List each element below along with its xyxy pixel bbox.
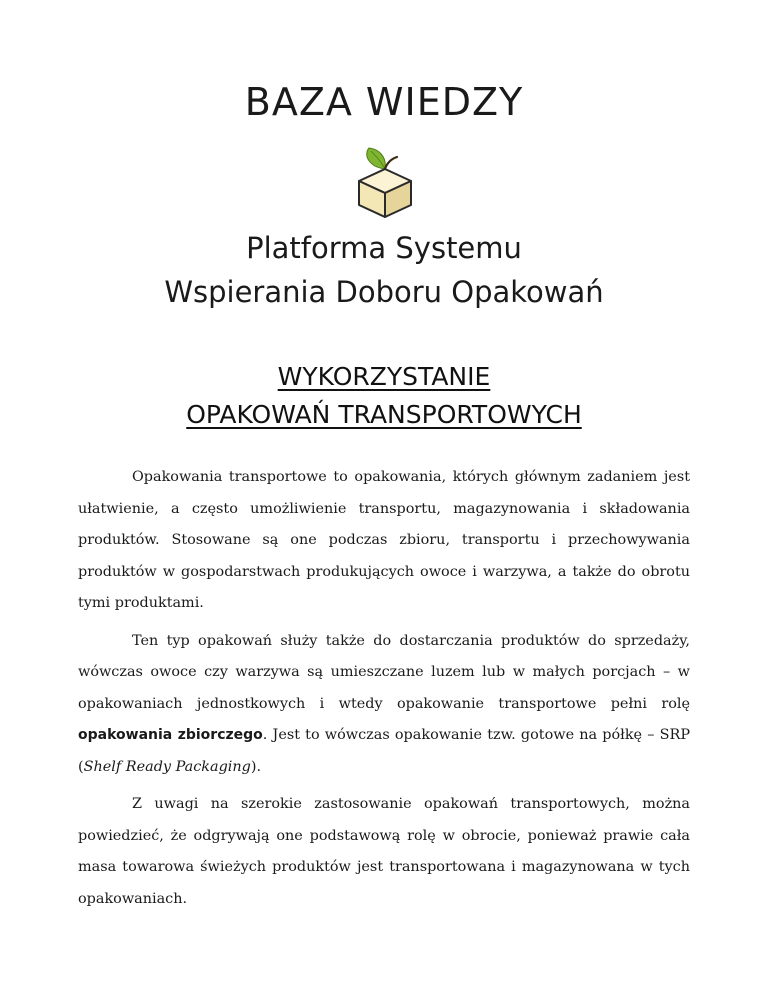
box-with-leaf-icon <box>355 145 415 220</box>
paragraph-2-text-end: ). <box>250 758 262 775</box>
paragraph-2-text: Ten typ opakowań służy także do dostarczania produktów do sprzedaży, wówczas owoce czy warzywa są umieszczane luzem lub w małych porcjach – w opakowaniach jednostkowych i wtedy opakowanie transportowe pełni rolę <box>78 632 690 712</box>
paragraph-1: Opakowania transportowe to opakowania, których głównym zadaniem jest ułatwienie, a często umożliwienie transportu, magazynowania i składowania produktów. Stosowane są one podczas zbioru, transportu i przechowywania produktów w gospodarstwach produkujących owoce i warzywa, a także do obrotu tymi produktami. <box>78 469 690 611</box>
srp-term: Shelf Ready Packaging <box>83 758 251 775</box>
stem-icon <box>385 157 397 169</box>
leaf-icon <box>367 148 386 169</box>
document-title-line-1: WYKORZYSTANIE <box>277 362 491 391</box>
bulk-packaging-term: opakowania zbiorczego <box>78 727 263 743</box>
paragraph-3: Z uwagi na szerokie zastosowanie opakowań transportowych, można powiedzieć, że odgrywają one podstawową rolę w obrocie, ponieważ prawie cała masa towarowa świeżych produktów jest transportowana i magazynowana w tych opakowaniach. <box>78 796 690 907</box>
platform-name <box>0 226 768 314</box>
document-title <box>0 358 768 434</box>
article-body <box>78 462 690 921</box>
platform-name-line-2: Wspierania Doboru Opakowań <box>164 275 604 309</box>
paragraph-2 <box>78 626 690 784</box>
platform-name-line-1: Platforma Systemu <box>246 231 522 265</box>
document-title-line-2: OPAKOWAŃ TRANSPORTOWYCH <box>186 400 582 429</box>
paragraph-2-text-cont: . Jest to wówczas opakowanie tzw. gotowe na półkę – SRP ( <box>78 727 690 775</box>
knowledge-base-heading: BAZA WIEDZY <box>244 80 524 124</box>
